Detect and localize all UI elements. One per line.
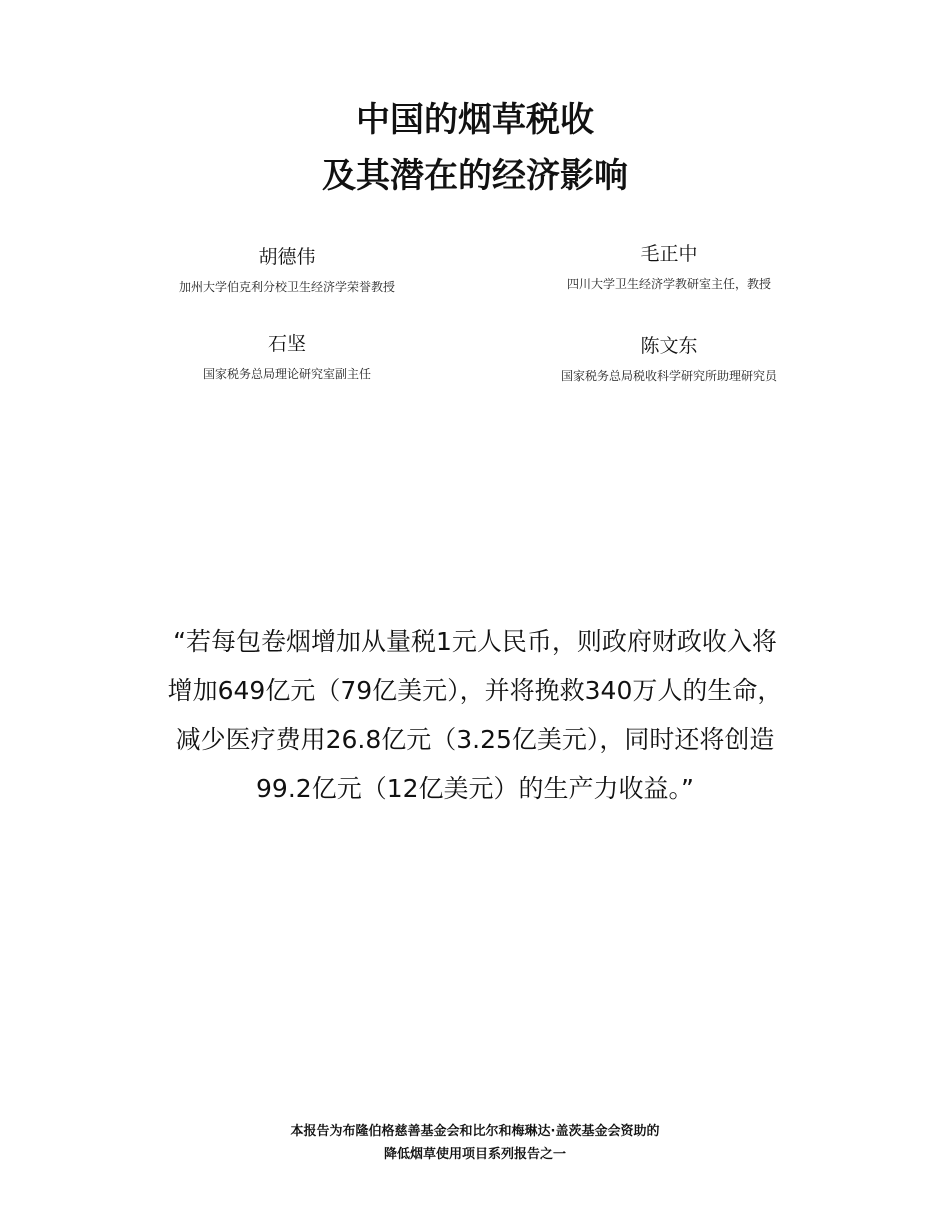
quote-line-3: 减少医疗费用26.8亿元（3.25亿美元），同时还将创造 <box>175 725 775 754</box>
author-affiliation: 四川大学卫生经济学教研室主任，教授 <box>566 277 771 291</box>
author-affiliation: 国家税务总局税收科学研究所助理研究员 <box>560 369 777 383</box>
quote-line-2: 增加649亿元（79亿美元），并将挽救340万人的生命， <box>167 676 783 705</box>
author-block-2 <box>489 241 849 293</box>
author-block-1 <box>107 244 467 296</box>
footer-line-2: 降低烟草使用项目系列报告之一 <box>383 1147 566 1162</box>
author-block-3 <box>107 331 467 383</box>
author-affiliation: 国家税务总局理论研究室副主任 <box>202 367 371 381</box>
author-name: 胡德伟 <box>258 246 316 268</box>
report-title-line-1: 中国的烟草税收 <box>356 100 594 140</box>
author-name: 石坚 <box>267 333 306 355</box>
author-name: 毛正中 <box>640 243 698 265</box>
quote-line-4: 99.2亿元（12亿美元）的生产力收益。” <box>256 774 694 803</box>
author-name: 陈文东 <box>640 335 698 357</box>
report-title-line-2: 及其潜在的经济影响 <box>322 156 628 196</box>
author-block-4 <box>489 333 849 385</box>
footer-line-1: 本报告为布隆伯格慈善基金会和比尔和梅琳达·盖茨基金会资助的 <box>290 1124 660 1139</box>
author-affiliation: 加州大学伯克利分校卫生经济学荣誉教授 <box>178 280 395 294</box>
quote-line-1: “若每包卷烟增加从量税1元人民币，则政府财政收入将 <box>173 627 777 656</box>
